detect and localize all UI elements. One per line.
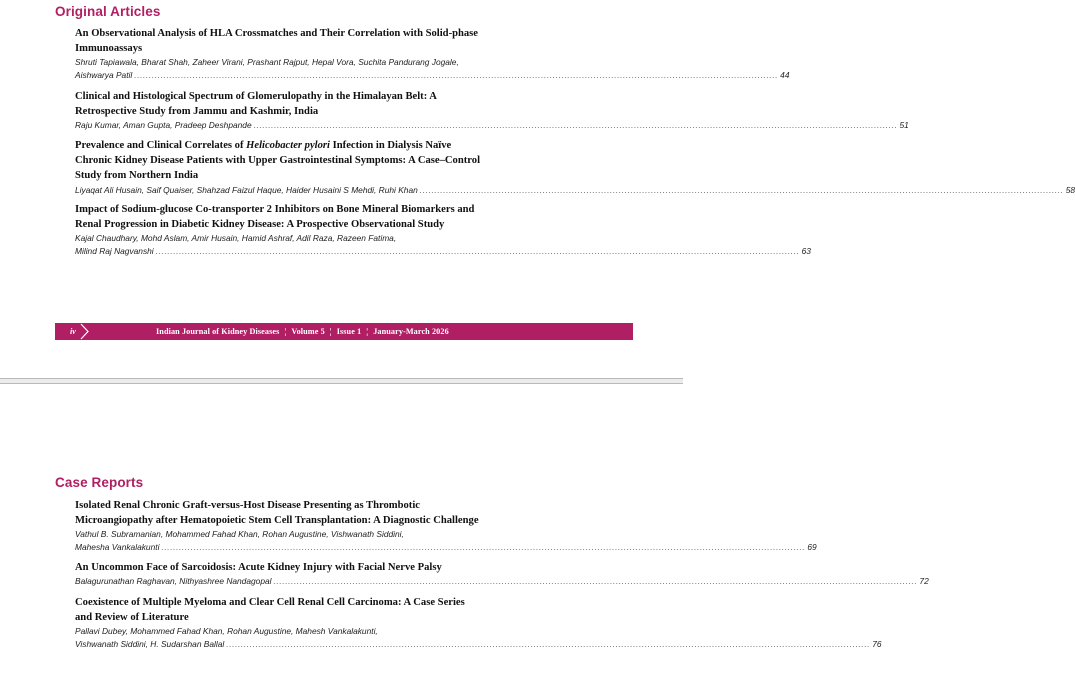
dot-leader: ............................................................................................................................................................................................................................ (419, 184, 1064, 195)
page-number[interactable]: 69 (807, 541, 817, 552)
article-authors: Balagurunathan Raghavan, Nithyashree Nandagopal ............................................................................................................................................................................................................................ 72 (75, 576, 929, 587)
dot-leader: ............................................................................................................................................................................................................................ (226, 638, 871, 649)
page-number[interactable]: 44 (780, 69, 790, 80)
journal-issue: Issue 1 (336, 327, 362, 336)
journal-date: January-March 2026 (373, 327, 449, 336)
article-authors: Raju Kumar, Aman Gupta, Pradeep Deshpande ............................................................................................................................................................................................................................ 51 (75, 120, 909, 131)
dot-leader: ............................................................................................................................................................................................................................ (253, 120, 898, 131)
article-title[interactable]: Coexistence of Multiple Myeloma and Clear Cell Renal Cell Carcinoma: A Case Series and Review of Literature (75, 597, 465, 624)
page-number[interactable]: 63 (801, 245, 811, 256)
toc-entry-helicobacter-pylori[interactable] (75, 138, 1075, 196)
toc-entry-glomerulopathy-himalayan[interactable] (75, 89, 909, 132)
journal-footer-bar (55, 323, 633, 340)
toc-entry-hla-crossmatch[interactable] (75, 26, 790, 81)
original-articles-heading: Original Articles (55, 4, 161, 19)
dot-leader: ............................................................................................................................................................................................................................ (161, 541, 806, 552)
article-authors: Kajal Chaudhary, Mohd Aslam, Amir Husain, Hamid Ashraf, Adil Raza, Razeen Fatima, Milind Raj Nagvanshi ............................................................................................................................................................................................................................ 63 (75, 233, 811, 256)
journal-name: Indian Journal of Kidney Diseases (156, 327, 280, 336)
journal-info: Indian Journal of Kidney Diseases ¦ Volume 5 ¦ Issue 1 ¦ January-March 2026 (156, 327, 449, 336)
page-number[interactable]: 76 (872, 638, 882, 649)
toc-entry-sarcoidosis[interactable] (75, 560, 929, 588)
case-reports-heading: Case Reports (55, 475, 144, 490)
roman-page-number: iv (70, 327, 76, 336)
page-number[interactable]: 58 (1065, 184, 1075, 195)
article-title[interactable]: An Uncommon Face of Sarcoidosis: Acute Kidney Injury with Facial Nerve Palsy (75, 562, 442, 573)
article-authors: Vathul B. Subramanian, Mohammed Fahad Khan, Rohan Augustine, Vishwanath Siddini, Mahesha Vankalakunti ............................................................................................................................................................................................................................ 69 (75, 529, 817, 552)
article-authors: Liyaqat Ali Husain, Saif Quaiser, Shahzad Faizul Haque, Haider Husaini S Mehdi, Ruhi Khan ............................................................................................................................................................................................................................ 58 (75, 184, 1075, 195)
journal-volume: Volume 5 (291, 327, 325, 336)
article-authors: Shruti Tapiawala, Bharat Shah, Zaheer Virani, Prashant Rajput, Hepal Vora, Suchita Pandurang Jogale, Aishwarya Patil ............................................................................................................................................................................................................................ 44 (75, 57, 790, 80)
toc-entry-graft-versus-host[interactable] (75, 498, 817, 553)
article-title[interactable]: Impact of Sodium-glucose Co-transporter 2 Inhibitors on Bone Mineral Biomarkers and Renal Progression in Diabetic Kidney Disease: A Prospective Observational Study (75, 204, 475, 231)
toc-page-bottom (0, 384, 929, 689)
page-number[interactable]: 72 (919, 576, 929, 587)
article-title[interactable]: Isolated Renal Chronic Graft-versus-Host Disease Presenting as Thrombotic Microangiopathy after Hematopoietic Stem Cell Transplantation: A Diagnostic Challenge (75, 500, 479, 527)
dot-leader: ............................................................................................................................................................................................................................ (134, 69, 779, 80)
toc-entry-sglt2-inhibitors[interactable] (75, 202, 811, 257)
dot-leader: ............................................................................................................................................................................................................................ (273, 576, 918, 587)
article-title[interactable]: Prevalence and Clinical Correlates of Helicobacter pylori Infection in Dialysis Naïve Chronic Kidney Disease Patients with Upper Gastrointestinal Symptoms: A Case–Control Study from Northern India (75, 140, 481, 182)
article-title[interactable]: Clinical and Histological Spectrum of Glomerulopathy in the Himalayan Belt: A Retrospective Study from Jammu and Kashmir, India (75, 91, 437, 118)
article-title[interactable]: An Observational Analysis of HLA Crossmatches and Their Correlation with Solid-phase Immunoassays (75, 28, 479, 55)
dot-leader: ............................................................................................................................................................................................................................ (155, 245, 800, 256)
page-number[interactable]: 51 (899, 120, 909, 131)
toc-entry-multiple-myeloma[interactable] (75, 595, 882, 650)
article-authors: Pallavi Dubey, Mohammed Fahad Khan, Rohan Augustine, Mahesh Vankalakunti, Vishwanath Siddini, H. Sudarshan Ballal ............................................................................................................................................................................................................................ 76 (75, 626, 882, 649)
